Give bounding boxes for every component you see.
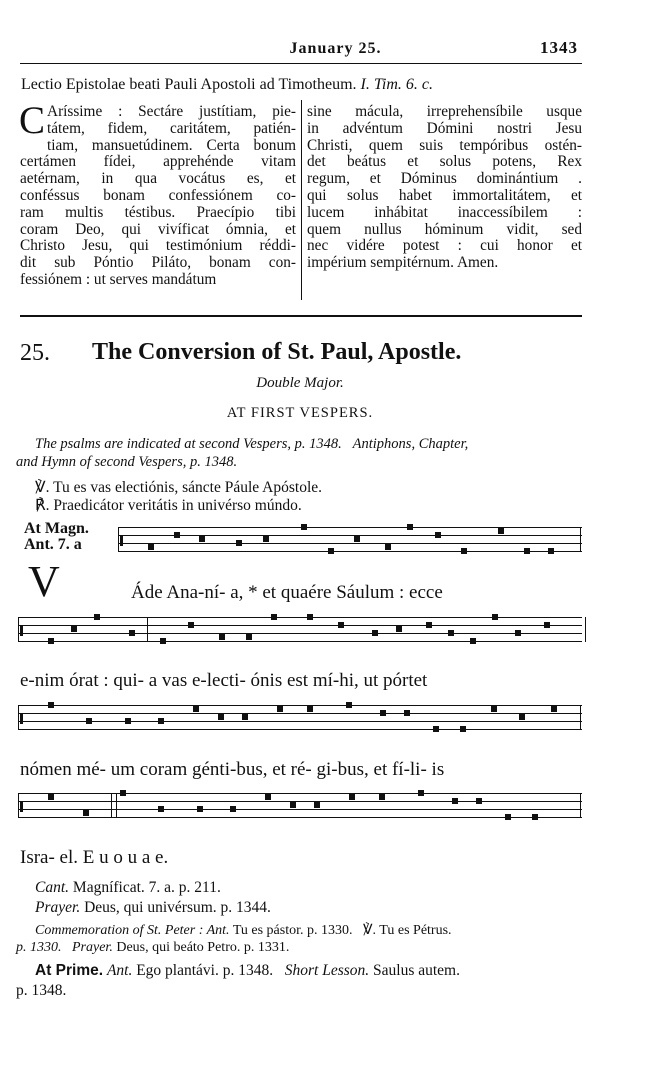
- rubric-text: The psalms are indicated at second Vespers, p. 1348.: [35, 436, 342, 452]
- staff-line: [18, 713, 582, 714]
- dropcap: C: [19, 99, 46, 142]
- text-line: conféssus bonam confessiónem co-: [20, 186, 296, 204]
- text-line: coram Deo, qui vivíficat ómnia, et: [20, 220, 296, 238]
- neume: [532, 814, 538, 820]
- staff-bar: [18, 705, 19, 730]
- neume: [86, 718, 92, 724]
- neume: [461, 548, 467, 554]
- clef: [20, 713, 23, 724]
- neume: [385, 544, 391, 550]
- neume: [418, 790, 424, 796]
- clef: [120, 535, 123, 546]
- neume: [470, 638, 476, 644]
- neume: [230, 806, 236, 812]
- staff-line: [18, 817, 582, 818]
- cant-text: Magníficat. 7. a. p. 211.: [72, 879, 221, 896]
- staff-line: [18, 625, 582, 626]
- short-lesson-text: Saulus autem.: [373, 962, 460, 979]
- clef: [20, 625, 23, 636]
- feast-rank: Double Major.: [256, 375, 344, 391]
- staff-line: [18, 705, 582, 706]
- comm-page: p. 1330.: [16, 940, 62, 955]
- clef: [20, 801, 23, 812]
- feast-number: 25.: [20, 340, 50, 366]
- neume: [265, 794, 271, 800]
- comm-text: Tu es pástor. p. 1330.: [232, 923, 353, 938]
- text-line: regum, et Dóminus dominántium .: [307, 170, 582, 188]
- neume: [193, 706, 199, 712]
- neume: [290, 802, 296, 808]
- neume: [158, 806, 164, 812]
- staff-line: [18, 793, 582, 794]
- cantic-line: [35, 879, 221, 897]
- neume: [271, 614, 277, 620]
- staff-bar: [580, 793, 581, 818]
- text-line: det beátus et solus potens, Rex: [307, 153, 582, 171]
- staff-line: [18, 721, 582, 722]
- neume: [491, 706, 497, 712]
- neume: [48, 794, 54, 800]
- prime-label: At Prime.: [35, 962, 104, 979]
- lyric-line: e-nim órat : qui- a vas e-lecti- ónis est mí-hi, ut pórtet: [20, 670, 428, 691]
- text-line: quem nullus hóminum vidit, sed: [307, 220, 582, 238]
- staff-bar: [580, 705, 581, 730]
- rubric-line-2: and Hymn of second Vespers, p. 1348.: [16, 454, 238, 470]
- neume: [396, 626, 402, 632]
- lectio-reference: I. Tim. 6. c.: [360, 76, 433, 93]
- staff-bar: [118, 527, 119, 552]
- comm-label: Commemoration of St. Peter : Ant.: [35, 923, 230, 938]
- neume: [125, 718, 131, 724]
- lyric-line: nómen mé- um coram génti-bus, et ré- gi-bus, et fí-li- is: [20, 759, 445, 780]
- lyric-line: Isra- el. E u o u a e.: [20, 847, 169, 868]
- page-number: 1343: [540, 38, 578, 57]
- prime-ant-text: Ego plantávi. p. 1348.: [136, 962, 274, 979]
- comm-prayer-label: Prayer.: [72, 940, 113, 955]
- neume: [188, 622, 194, 628]
- neume: [372, 630, 378, 636]
- neume: [197, 806, 203, 812]
- text-line: in advéntum Dómini nostri Jesu: [307, 119, 582, 137]
- rubric-line-1: [35, 436, 468, 453]
- neume: [476, 798, 482, 804]
- neume: [94, 614, 100, 620]
- staff-bar: [18, 793, 19, 818]
- neume: [519, 714, 525, 720]
- text-line: aetérnam, in qua vocátus es, et: [20, 170, 296, 188]
- neume: [492, 614, 498, 620]
- response: [35, 496, 302, 515]
- neume: [551, 706, 557, 712]
- epistle-left-column: [19, 99, 296, 289]
- neume: [236, 540, 242, 546]
- neume: [158, 718, 164, 724]
- neume: [380, 710, 386, 716]
- neume: [48, 702, 54, 708]
- lectio-title: Lectio Epistolae beati Pauli Apostoli ad Timotheum.: [21, 76, 357, 93]
- neume: [379, 794, 385, 800]
- text-line: Christo Jesu, qui testimónium réddi-: [20, 237, 296, 255]
- text-line: sine mácula, irreprehensíbile usque: [307, 103, 582, 120]
- neume: [328, 548, 334, 554]
- staff-bar: [585, 617, 586, 642]
- staff-line: [18, 809, 582, 810]
- antiphon-label: [24, 521, 89, 553]
- text-line: dit sub Póntio Piláto, bonam con-: [20, 254, 296, 272]
- antiphon-label-line: Ant. 7. a: [24, 536, 82, 553]
- neume: [160, 638, 166, 644]
- text-line: Aríssime : Sectáre justítiam, pie-: [47, 103, 296, 120]
- neume: [314, 802, 320, 808]
- staff-bar: [147, 617, 148, 642]
- prime-ant-label: Ant.: [106, 962, 133, 979]
- neume: [404, 710, 410, 716]
- neume: [83, 810, 89, 816]
- neume: [242, 714, 248, 720]
- text-line: impérium sempitérnum. Amen.: [307, 254, 499, 272]
- neume: [448, 630, 454, 636]
- neume: [219, 634, 225, 640]
- staff-line: [118, 527, 582, 528]
- neume: [71, 626, 77, 632]
- neume: [452, 798, 458, 804]
- text-line: tiam, mansuetúdinem. Certa bonum: [47, 136, 296, 154]
- neume: [426, 622, 432, 628]
- neume: [307, 706, 313, 712]
- versicle: [35, 478, 322, 497]
- neume: [246, 634, 252, 640]
- versicle-text: Tu es vas electiónis, sáncte Páule Apóstole.: [53, 479, 323, 496]
- neume: [129, 630, 135, 636]
- staff-line: [18, 801, 582, 802]
- neume: [524, 548, 530, 554]
- neume: [301, 524, 307, 530]
- text-line: ram multis téstibus. Praecípio tibi: [20, 203, 296, 221]
- rubric-text: Antiphons, Chapter,: [352, 436, 469, 452]
- running-title: January 25.: [289, 40, 382, 57]
- neume: [120, 790, 126, 796]
- neume: [349, 794, 355, 800]
- neume: [199, 536, 205, 542]
- staff-line: [18, 641, 582, 642]
- neume: [544, 622, 550, 628]
- antiphon-label-line: At Magn.: [24, 520, 89, 537]
- section-rule: [20, 315, 582, 317]
- neume: [263, 536, 269, 542]
- commemoration-line-2: [16, 940, 289, 956]
- neume: [338, 622, 344, 628]
- staff-bar: [111, 793, 112, 818]
- epistle-right-column: [307, 104, 582, 272]
- text-line: qui solus habet immortalitátem, et: [307, 186, 582, 204]
- neume: [307, 614, 313, 620]
- neume: [354, 536, 360, 542]
- feast-title: The Conversion of St. Paul, Apostle.: [92, 339, 462, 365]
- prime-line-2: p. 1348.: [16, 982, 67, 999]
- neume: [460, 726, 466, 732]
- text-line: fessiónem : ut serves mandátum: [20, 270, 217, 288]
- staff-bar: [18, 617, 19, 642]
- response-symbol: ℟.: [35, 497, 50, 514]
- header-rule: [20, 63, 582, 64]
- neume: [277, 706, 283, 712]
- antiphon-initial: V: [28, 557, 60, 606]
- neume: [346, 702, 352, 708]
- neume: [548, 548, 554, 554]
- staff-bar: [116, 793, 117, 818]
- prayer-label: Prayer.: [35, 899, 81, 916]
- neume: [407, 524, 413, 530]
- neume: [174, 532, 180, 538]
- staff-line: [118, 535, 582, 536]
- staff-line: [118, 543, 582, 544]
- staff-bar: [580, 527, 581, 552]
- staff-line: [18, 729, 582, 730]
- prime-line: [35, 962, 460, 980]
- text-line: certámen fídei, apprehénde vitam: [20, 153, 296, 171]
- staff-line: [18, 633, 582, 634]
- text-line: Christi, quem suis tempóribus ostén-: [307, 136, 582, 154]
- neume: [433, 726, 439, 732]
- lyric-line: Áde Ana-ní- a, * et quaére Sáulum : ecce: [131, 582, 443, 603]
- versicle-symbol: ℣.: [35, 479, 50, 496]
- short-lesson-label: Short Lesson.: [284, 962, 370, 979]
- text-line: nec vidére potest : cui honor et: [307, 237, 582, 255]
- lectio-heading: [21, 76, 433, 94]
- text-line: tátem, fidem, caritátem, patién-: [47, 119, 296, 137]
- commemoration-line: [35, 922, 452, 939]
- neume: [498, 528, 504, 534]
- prayer-line: [35, 899, 271, 917]
- comm-versicle: ℣. Tu es Pétrus.: [362, 923, 452, 938]
- prayer-text: Deus, qui univérsum. p. 1344.: [84, 899, 271, 916]
- neume: [515, 630, 521, 636]
- neume: [148, 544, 154, 550]
- neume: [218, 714, 224, 720]
- cant-label: Cant.: [35, 879, 70, 896]
- neume: [505, 814, 511, 820]
- vespers-heading: AT FIRST VESPERS.: [226, 405, 374, 421]
- staff-line: [118, 551, 582, 552]
- comm-prayer-text: Deus, qui beáto Petro. p. 1331.: [116, 940, 290, 955]
- column-divider: [301, 100, 302, 300]
- neume: [48, 638, 54, 644]
- text-line: lucem inhábitat inaccessíbilem :: [307, 203, 582, 221]
- response-text: Praedicátor veritátis in univérso múndo.: [53, 497, 302, 514]
- neume: [435, 532, 441, 538]
